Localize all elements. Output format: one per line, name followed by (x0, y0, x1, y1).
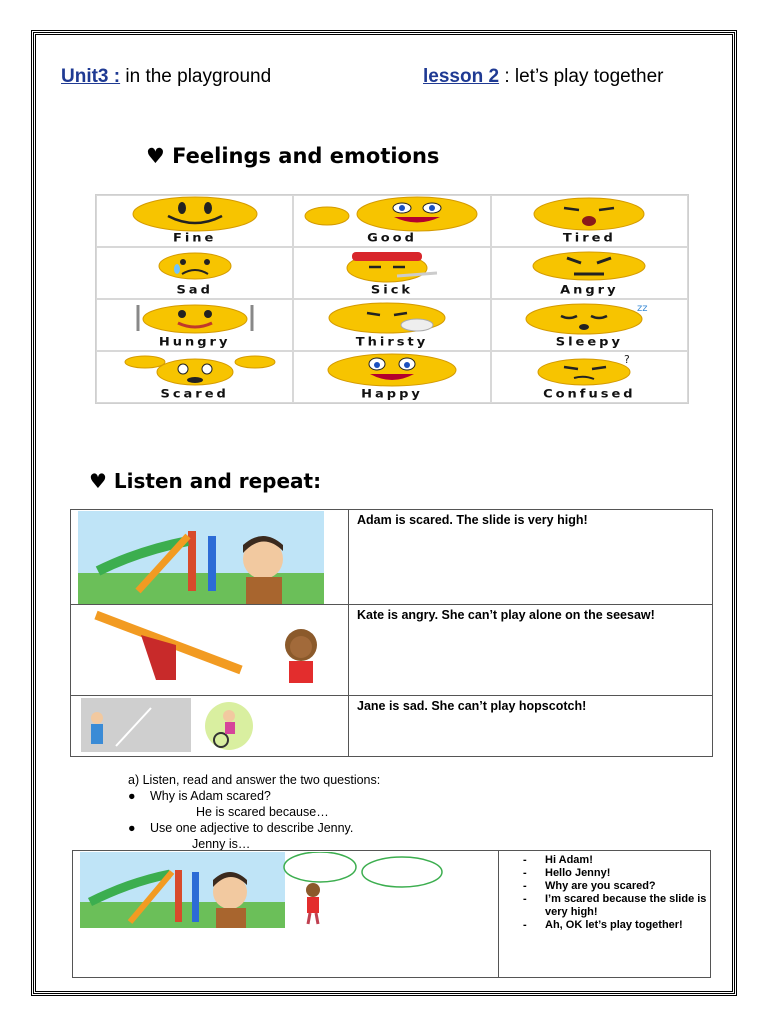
dialogue-list (499, 851, 710, 932)
emotion-label: Hungry (158, 336, 231, 349)
emotion-grid (95, 194, 689, 404)
fine-face-icon (130, 196, 260, 232)
dialogue-line: Ah, OK let’s play together! (545, 919, 683, 931)
picture-cell (71, 605, 349, 696)
emotion-label: Tired (562, 232, 616, 245)
sleepy-face-icon (519, 301, 659, 335)
list-item: - I’m scared because the slide is very high! (523, 893, 710, 919)
dialogue-table (72, 850, 711, 978)
emotion-label: Happy (361, 388, 423, 401)
dialogue-cell (499, 851, 711, 978)
emotion-cell (293, 299, 490, 351)
question-2: Use one adjective to describe Jenny. (150, 821, 354, 835)
emotion-label: Fine (172, 232, 217, 245)
good-face-icon (302, 196, 482, 232)
question-1: Why is Adam scared? (150, 789, 271, 803)
question-instruction: a) Listen, read and answer the two questions: (128, 773, 381, 787)
emotion-label: Angry (560, 284, 619, 297)
dialogue-scene-image (80, 852, 460, 932)
thirsty-face-icon (322, 301, 462, 335)
lesson-heading (423, 66, 663, 88)
scared-face-icon (105, 352, 285, 388)
listen-table (70, 509, 713, 757)
bullet-icon: ● (128, 789, 136, 803)
emotion-label: Confused (543, 388, 636, 401)
listen-title: ♥ Listen and repeat: (89, 469, 322, 493)
emotion-label: Thirsty (355, 336, 429, 349)
happy-face-icon (322, 352, 462, 388)
confused-face-icon (534, 353, 644, 387)
list-item: - Ah, OK let’s play together! (523, 919, 683, 931)
unit-label: Unit3 : (61, 66, 121, 87)
dialogue-line: I’m scared because the slide is very high! (545, 893, 707, 918)
emotion-cell (491, 247, 688, 299)
sick-face-icon (337, 249, 447, 283)
emotion-cell (293, 195, 490, 247)
table-row (73, 851, 711, 978)
hungry-face-icon (130, 301, 260, 335)
lesson-label: lesson 2 (423, 66, 500, 87)
dialogue-line: Why are you scared? (545, 880, 656, 892)
lesson-text: : let’s play together (499, 66, 664, 87)
bullet-icon: ● (128, 821, 136, 835)
listen-sentence: Adam is scared. The slide is very high! (349, 510, 713, 605)
emotion-cell (96, 247, 293, 299)
unit-heading (61, 66, 271, 88)
emotion-cell (96, 299, 293, 351)
picture-cell (73, 851, 499, 978)
sad-face-icon (155, 251, 235, 281)
dialogue-line: Hello Jenny! (545, 867, 611, 879)
answer-2: Jenny is… (192, 837, 251, 851)
listen-sentence: Kate is angry. She can’t play alone on the seesaw! (349, 605, 713, 696)
emotion-cell (491, 299, 688, 351)
listen-sentence: Jane is sad. She can’t play hopscotch! (349, 696, 713, 757)
svg-text:zz: zz (637, 303, 648, 314)
dialogue-line: Hi Adam! (545, 854, 593, 866)
hopscotch-scene-image (81, 696, 271, 754)
table-row (71, 510, 713, 605)
seesaw-scene-image (71, 605, 341, 693)
list-item: - Why are you scared? (523, 880, 656, 892)
emotion-label: Sick (370, 284, 414, 297)
slide-scene-image (78, 511, 324, 604)
emotion-label: Sleepy (555, 336, 623, 349)
questions-block (128, 772, 380, 852)
emotion-cell (293, 247, 490, 299)
emotion-cell (491, 351, 688, 403)
emotion-cell (96, 195, 293, 247)
list-item: - Hi Adam! (523, 854, 593, 866)
emotion-cell (491, 195, 688, 247)
table-row (71, 605, 713, 696)
list-item: - Hello Jenny! (523, 867, 611, 879)
emotion-label: Sad (176, 284, 213, 297)
emotion-cell (293, 351, 490, 403)
table-row (71, 696, 713, 757)
emotion-label: Scared (160, 388, 229, 401)
angry-face-icon (529, 250, 649, 282)
emotion-cell (96, 351, 293, 403)
emotion-label: Good (367, 232, 417, 245)
tired-face-icon (529, 196, 649, 232)
unit-text: in the playground (120, 66, 272, 87)
svg-text:?: ? (624, 353, 631, 366)
feelings-title: ♥ Feelings and emotions (146, 144, 440, 168)
answer-1: He is scared because… (196, 805, 329, 819)
picture-cell (71, 510, 349, 605)
picture-cell (71, 696, 349, 757)
